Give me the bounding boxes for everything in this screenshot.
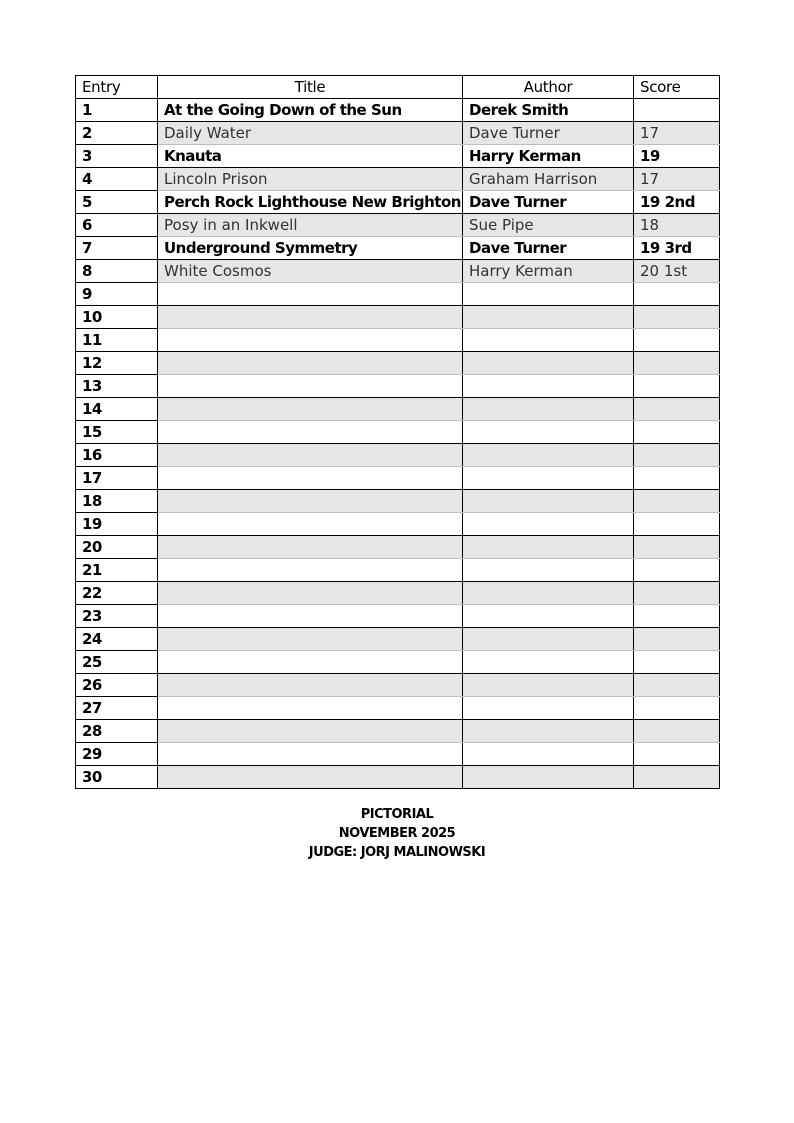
entry-cell: 7 <box>76 237 158 260</box>
table-row <box>76 628 720 651</box>
author-cell <box>463 559 634 582</box>
score-cell <box>634 651 720 674</box>
entry-cell: 9 <box>76 283 158 306</box>
title-cell: At the Going Down of the Sun <box>158 99 463 122</box>
score-cell: 19 3rd <box>634 237 720 260</box>
table-row <box>76 191 720 214</box>
entry-cell: 3 <box>76 145 158 168</box>
score-cell <box>634 674 720 697</box>
table-row <box>76 260 720 283</box>
header-author: Author <box>463 76 634 99</box>
table-row <box>76 651 720 674</box>
author-cell <box>463 674 634 697</box>
title-cell: Lincoln Prison <box>158 168 463 191</box>
score-cell <box>634 329 720 352</box>
footer-category: PICTORIAL <box>360 807 434 822</box>
score-cell <box>634 490 720 513</box>
author-cell <box>463 605 634 628</box>
table-row <box>76 398 720 421</box>
score-cell <box>634 513 720 536</box>
table-row <box>76 306 720 329</box>
score-cell <box>634 766 720 789</box>
title-cell: Perch Rock Lighthouse New Brighton <box>158 191 463 214</box>
table-row <box>76 605 720 628</box>
score-cell <box>634 628 720 651</box>
entry-cell: 13 <box>76 375 158 398</box>
table-row <box>76 421 720 444</box>
score-cell <box>634 444 720 467</box>
entry-cell: 23 <box>76 605 158 628</box>
score-cell: 18 <box>634 214 720 237</box>
table-row <box>76 214 720 237</box>
score-cell <box>634 352 720 375</box>
title-cell <box>158 444 463 467</box>
title-cell <box>158 375 463 398</box>
title-cell <box>158 329 463 352</box>
score-cell <box>634 536 720 559</box>
title-cell <box>158 766 463 789</box>
score-cell: 19 2nd <box>634 191 720 214</box>
author-cell <box>463 421 634 444</box>
score-cell <box>634 582 720 605</box>
table-row <box>76 145 720 168</box>
entry-cell: 20 <box>76 536 158 559</box>
author-cell: Sue Pipe <box>463 214 634 237</box>
author-cell <box>463 283 634 306</box>
table-row <box>76 99 720 122</box>
entry-cell: 28 <box>76 720 158 743</box>
score-cell <box>634 99 720 122</box>
title-cell <box>158 559 463 582</box>
title-cell: Knauta <box>158 145 463 168</box>
entry-cell: 12 <box>76 352 158 375</box>
score-cell <box>634 559 720 582</box>
entry-cell: 4 <box>76 168 158 191</box>
score-cell <box>634 398 720 421</box>
author-cell: Dave Turner <box>463 237 634 260</box>
title-cell <box>158 513 463 536</box>
author-cell <box>463 720 634 743</box>
table-row <box>76 582 720 605</box>
table-row <box>76 352 720 375</box>
table-header-row <box>76 76 720 99</box>
entry-cell: 27 <box>76 697 158 720</box>
author-cell <box>463 651 634 674</box>
header-entry: Entry <box>76 76 158 99</box>
entry-cell: 11 <box>76 329 158 352</box>
title-cell <box>158 582 463 605</box>
table-row <box>76 467 720 490</box>
title-cell <box>158 398 463 421</box>
entry-cell: 5 <box>76 191 158 214</box>
title-cell <box>158 605 463 628</box>
entry-cell: 1 <box>76 99 158 122</box>
entry-cell: 22 <box>76 582 158 605</box>
author-cell <box>463 490 634 513</box>
entry-cell: 15 <box>76 421 158 444</box>
score-cell <box>634 283 720 306</box>
author-cell: Derek Smith <box>463 99 634 122</box>
table-row <box>76 444 720 467</box>
entry-cell: 19 <box>76 513 158 536</box>
author-cell: Dave Turner <box>463 122 634 145</box>
results-table <box>75 75 720 789</box>
title-cell: White Cosmos <box>158 260 463 283</box>
title-cell: Daily Water <box>158 122 463 145</box>
author-cell <box>463 766 634 789</box>
score-cell <box>634 697 720 720</box>
entry-cell: 17 <box>76 467 158 490</box>
table-row <box>76 122 720 145</box>
table-row <box>76 375 720 398</box>
author-cell: Graham Harrison <box>463 168 634 191</box>
score-cell: 19 <box>634 145 720 168</box>
author-cell: Dave Turner <box>463 191 634 214</box>
entry-cell: 6 <box>76 214 158 237</box>
score-cell <box>634 375 720 398</box>
score-cell <box>634 743 720 766</box>
score-cell <box>634 605 720 628</box>
table-row <box>76 513 720 536</box>
author-cell <box>463 582 634 605</box>
author-cell <box>463 513 634 536</box>
title-cell <box>158 743 463 766</box>
entry-cell: 25 <box>76 651 158 674</box>
score-cell <box>634 720 720 743</box>
table-row <box>76 720 720 743</box>
title-cell <box>158 467 463 490</box>
title-cell <box>158 490 463 513</box>
table-row <box>76 559 720 582</box>
table-row <box>76 490 720 513</box>
title-cell <box>158 651 463 674</box>
author-cell <box>463 398 634 421</box>
title-cell <box>158 674 463 697</box>
score-cell: 17 <box>634 168 720 191</box>
score-cell: 17 <box>634 122 720 145</box>
table-row <box>76 237 720 260</box>
entry-cell: 8 <box>76 260 158 283</box>
author-cell <box>463 306 634 329</box>
table-row <box>76 674 720 697</box>
entry-cell: 2 <box>76 122 158 145</box>
title-cell <box>158 536 463 559</box>
author-cell <box>463 444 634 467</box>
title-cell <box>158 421 463 444</box>
author-cell <box>463 536 634 559</box>
score-cell <box>634 306 720 329</box>
title-cell <box>158 306 463 329</box>
footer-date: NOVEMBER 2025 <box>338 826 456 841</box>
header-score: Score <box>634 76 720 99</box>
title-cell <box>158 283 463 306</box>
author-cell: Harry Kerman <box>463 260 634 283</box>
table-body <box>76 99 720 789</box>
entry-cell: 16 <box>76 444 158 467</box>
entry-cell: 30 <box>76 766 158 789</box>
score-cell: 20 1st <box>634 260 720 283</box>
title-cell: Posy in an Inkwell <box>158 214 463 237</box>
title-cell <box>158 697 463 720</box>
table-row <box>76 697 720 720</box>
title-cell <box>158 352 463 375</box>
entry-cell: 10 <box>76 306 158 329</box>
entry-cell: 14 <box>76 398 158 421</box>
score-cell <box>634 421 720 444</box>
author-cell <box>463 697 634 720</box>
author-cell <box>463 743 634 766</box>
footer-judge: JUDGE: JORJ MALINOWSKI <box>308 845 486 860</box>
author-cell <box>463 628 634 651</box>
header-title: Title <box>158 76 463 99</box>
table-row <box>76 536 720 559</box>
table-row <box>76 168 720 191</box>
author-cell <box>463 329 634 352</box>
table-row <box>76 283 720 306</box>
title-cell <box>158 720 463 743</box>
title-cell <box>158 628 463 651</box>
entry-cell: 24 <box>76 628 158 651</box>
entry-cell: 21 <box>76 559 158 582</box>
author-cell <box>463 375 634 398</box>
author-cell <box>463 467 634 490</box>
title-cell: Underground Symmetry <box>158 237 463 260</box>
score-cell <box>634 467 720 490</box>
entry-cell: 26 <box>76 674 158 697</box>
author-cell: Harry Kerman <box>463 145 634 168</box>
author-cell <box>463 352 634 375</box>
entry-cell: 18 <box>76 490 158 513</box>
table-row <box>76 329 720 352</box>
table-row <box>76 743 720 766</box>
table-row <box>76 766 720 789</box>
entry-cell: 29 <box>76 743 158 766</box>
